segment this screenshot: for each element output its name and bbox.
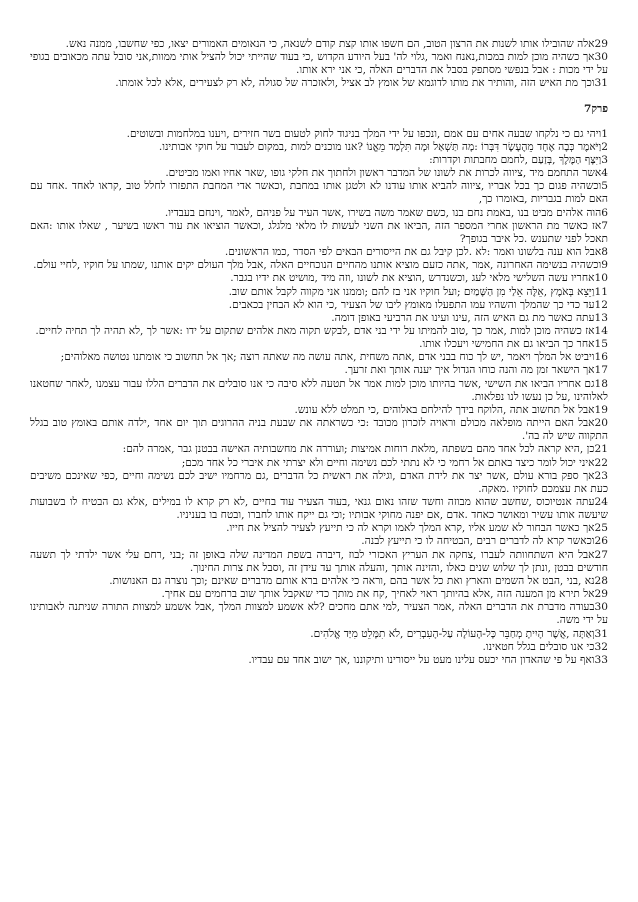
verse-26: 26וכאשר קרא לה לדברים רבים ,הבטיחה לו כי תייעץ לבנה. (361, 535, 608, 548)
verse-21: 21כן ,היא קראה לכל אחד מהם בשפתה ,מלאת רוחות אמיצות ;ועוררה את מחשבותיה האישה בבטנן גבר ,אמרה להם: (122, 443, 608, 456)
verse-13: 13עתה כאשר מת גם האיש הזה ,עינו ועינו את הרביעי באופן דומה. (331, 311, 608, 324)
verse-19: 19אבל אל תחשוב אתה ,הלוקח בידך להילחם באלוהים ,כי תמלט ללא עונש. (294, 403, 608, 416)
verse-5: 5וכשהיה פגום כך בכל אבריו ,ציווה להביא אותו עודנו לא ולטגן אותו במחבת ,וכאשר אדי המחבת התפזרו לחלל טוב ,קראו לאחד .אחד עם האם למות בגבריות ,באומרו כך, (30, 180, 608, 206)
verse-22: 22איני יכול לומר כיצד באתם אל רחמי כי לא נתתי לכם נשימה וחיים ולא יצרתי את איברי כל אחד מכם; (181, 456, 608, 469)
verse-32: 32כי אנו סובלים בגלל חטאינו. (482, 640, 608, 653)
verse-3: 3וַיִּצָּף הַמֶּלֶךְ ,בְּזַעַם ,לחמם מחבתות וקדרות: (429, 153, 608, 166)
verse-6: 6הוה אלהים מביט בנו ,באמת נחם בנו ,כשם שאמר משה בשירו ,אשר העיד על פניהם ,לאמר ,וינחם בעבדיו. (164, 206, 608, 219)
verse-14: 14אז כשהיה מוכן למות ,אמר כך ,טוב להמיתו על ידי בני אדם ,לבקש תקוה מאת אלהים שתקום על ידו :אשר לך ,לא תהיה לך תחיה לחיים. (35, 324, 608, 337)
verse-4: 4אשר התחמם מיד ,ציווה לכרות את לשונו של המדבר ראשון ולחתוך את חלקי גופו ,שאר אחיו ואמו מביטים. (165, 167, 608, 180)
verse-23: 23אך ספק בורא עולם ,אשר יצר את לידת האדם ,וגילה את ראשית כל הדברים ,גם מרחמיו ישיב לכם נשימה וחיים ,כפי שאינכם משיבים כעת את עצמכם לחוקיו .מאקה. (30, 469, 608, 495)
verse-31: 31וכך מת האיש הזה ,והותיר את מותו לדוגמא של אומץ לב אציל ,ולאזכרה של סגולה ,לא רק לצעירים ,אלא לכל אומתו. (115, 77, 608, 90)
verse-8: 8אבל הוא ענה בלשונו ואמר :לא .לכן קיבל גם את הייסורים הבאים לפי הסדר ,כמו הראשונים. (224, 246, 608, 259)
verse-12: 12עד כדי כך שהמלך והשהיו עמו התפעלו מאומץ ליבו של הצעיר ,כי הוא לא הבחין בכאבים. (228, 298, 608, 311)
verse-29: 29אלה שהובילו אותו לשנות את הרצון הטוב, הם חשפו אותו קצת קודם לשנאה, כי הנאומים האמורים יצאו, כפי שחשבו, ממנה נאש. (65, 38, 608, 50)
verse-24: 24עתה אנטיוכוס ,שחשב שהוא מבוזה וחשד שזהו נאום גנאי ,בעוד הצעיר עוד בחיים ,לא רק קרא לו במילים ,אלא גם הבטיח לו בשבועות שיעשה אותו עשיר ומאושר כאחד .אדם ,אם יפנה מחוקי אבותיו ;וכי גם ייקח אותו לחברו ,ובטח בו בעניניו. (30, 496, 608, 522)
verse-31: 31וְאַתָּה ,אֲשֶׁר הָיִיתָ מְחַבֵּר כָּל-הָעוֹלָה עַל-הָעִבְרִים ,לֹא תִמָּלֵט מִיַּד אֱלֹהִים. (310, 627, 608, 640)
verse-16: 16ויביט אל המלך ויאמר ,יש לך כוח בבני אדם ,אתה משחית ,אתה עושה מה שאתה רוצה ;אך אל תחשוב כי אומתנו נטושה מאלוהים; (60, 351, 608, 364)
verse-7: 7אז כאשר מת הראשון אחרי המספר הזה ,הביאו את השני לעשות לו מלאי מלגלג ,וכאשר הוציאו את עור ראשו בשיער , שאלו אותו :האם תאכל לפני שתענש .כל איבר בגופך? (30, 219, 608, 245)
verse-28: 28נא ,בני ,הבט אל השמים והארץ ואת כל אשר בהם ,וראה כי אלהים ברא אותם מדברים שאינם ;וכך נוצרה גם האנושות. (109, 574, 608, 587)
verse-2: 2וַיֹּאמֶר כְּבָה אֶחָד מֵהֶעָשֶׂר דִּבְּרוֹ :מָה תַּשְׁאַל וּמָה תִּלְמַד מֵאֱנוֹ ?אנו מוכנים למות ,במקום לעבור על חוקי אבותינו. (158, 140, 608, 153)
verse-33: 33ואף על פי שהאדון החי יכעס עלינו מעט על ייסורינו ותיקוננו ,אך ישוב אחד עם עבדיו. (248, 653, 608, 666)
verse-15: 15אחר כך הביאו גם את החמישי ויעכלו אותו. (419, 338, 608, 351)
verse-30: 30בעודה מדברת את הדברים האלה ,אמר הצעיר ,למי אתם מחכים ?לא אשמע למצוות המלך ,אבל אשמע למצוות התורה שניתנה לאבותינו על ידי משה. (30, 601, 608, 627)
verse-18: 18גם אחריו הביאו את השישי ,אשר בהיותו מוכן למות אמר אל תטעה ללא סיבה כי אנו סובלים את הדברים הללו עבור עצמנו ,לאחר שחטאנו לאלוהינו ,על כן נעשו לנו נפלאות. (30, 377, 608, 403)
verse-17: 17אך הישאר זמן מה והנה כוחו הגדול איך יענה אותך ואת זרעך. (344, 364, 608, 377)
chapter-heading: פרק7 (583, 102, 608, 115)
verse-10: 10אחריו עשה השלישי מלאי לעג ,וכשנדרש ,הוציא את לשונו ,וזה מיד ,מושיט את ידיו בגבר. (230, 272, 608, 285)
verse-9: 9וכשהיה בנשימה האחרונה ,אמר ,אתה כזעם מוציא אותנו מהחיים הנוכחיים האלה ,אבל מלך העולם יקים אותנו ,שמתו על חוקיו ,לחיי עולם. (33, 259, 608, 272)
previous-chapter-end (30, 38, 608, 91)
chapter-7-body (30, 128, 608, 667)
verse-1: 1ויהי גם כי נלקחו שבעה אחים עם אמם ,ונכפו על ידי המלך בניגוד לחוק לטעום בשר חזירים ,ויענו במלחמות ובשוטים. (126, 127, 608, 140)
verse-30: 30אך כשהיה מוכן למות במכות,נאנח ואמר ,גלוי לה' בעל היודע הקדוש ,כי בעוד שהייתי יכול להציל אותי ממוות,אני סובל עתה מכאובים בגופי על ידי מכות : אבל בנפשי מסתפק בסבל את הדברים האלה ,כי אני ירא אותו. (30, 51, 608, 77)
verse-25: 25אך כאשר הבחור לא שמע אליו ,קרא המלך לאמו וקרא לה כי תייעץ לצעיר להציל את חייו. (226, 522, 608, 535)
verse-20: 20אבל האם הייתה מופלאה מכולם וראויה לזכרון מכובד :כי כשראתה את שבעת בניה ההרוגים תוך יום אחד ,ילדה אותם באומץ טוב בגלל התקווה שיש לה בה'. (30, 417, 608, 443)
verse-29: 29אל תירא מן המענה הזה ,אלא בהיותך ראוי לאחיך ,קח את מותך כדי שאקבל אותך שוב ברחמים עם אחיך. (161, 588, 608, 601)
verse-11: 11וַיֵּצֵא בְּאֹמֶץ ,אֵלֶּה אֵלַי מִן הַשָּׁמַיִם ;ועל חוקיו אני בז להם ;וממנו אני מקווה לקבל אותם שוב. (228, 285, 608, 298)
verse-27: 27אבל היא השתחוותה לעברו ,צחקה את העריץ האכזרי לבוז ,דיברה בשפת המדינה שלה באופן זה ;בני ,רחם עלי אשר ילדתי לך תשעה חודשים בבטן ,ונתן לך שלוש שנים כאלו ,והזינה אותך ,והעלה אותך עד עידן זה ,וסבל את צרות החינוך. (30, 548, 608, 574)
